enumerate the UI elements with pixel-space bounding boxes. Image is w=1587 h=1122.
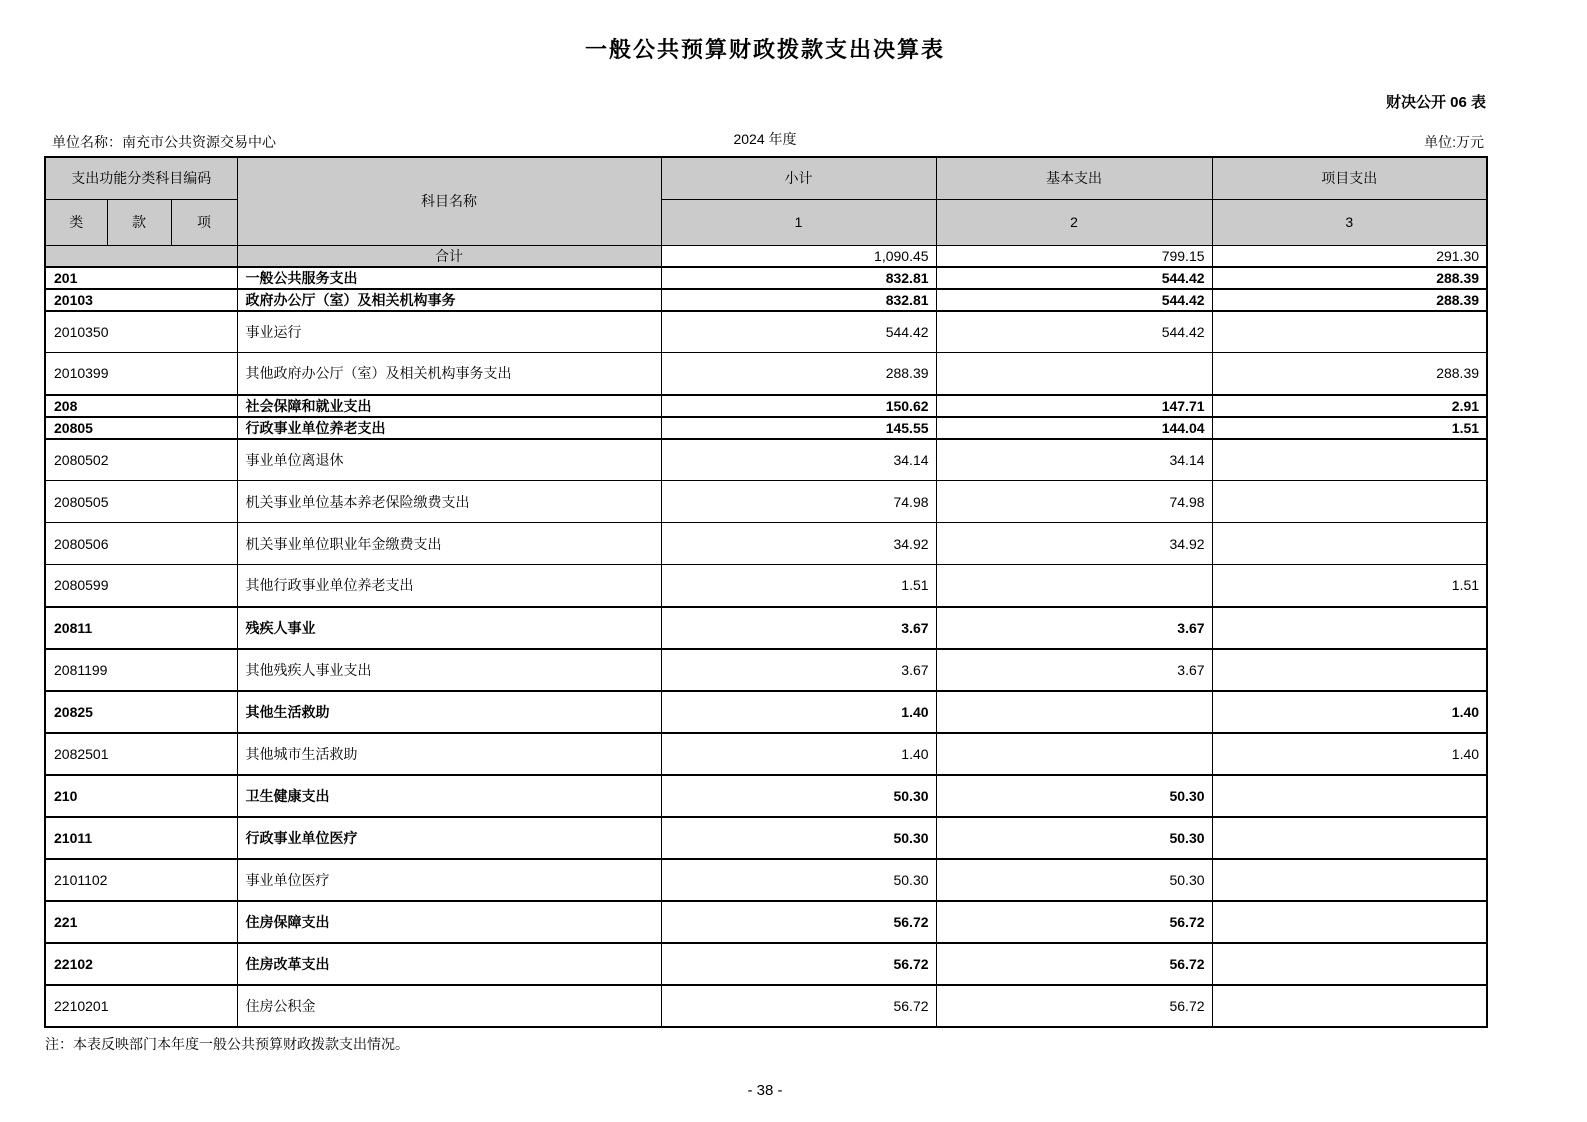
project-cell <box>1212 649 1487 691</box>
header-code-section: 款 <box>107 199 171 245</box>
subject-cell: 政府办公厅（室）及相关机构事务 <box>237 289 661 311</box>
code-cell: 20103 <box>45 289 237 311</box>
basic-cell: 50.30 <box>936 859 1212 901</box>
subtotal-cell: 832.81 <box>661 289 936 311</box>
code-cell: 221 <box>45 901 237 943</box>
basic-cell: 3.67 <box>936 649 1212 691</box>
subtotal-cell: 544.42 <box>661 311 936 353</box>
subtotal-cell: 832.81 <box>661 267 936 289</box>
subject-cell: 社会保障和就业支出 <box>237 395 661 417</box>
header-col-project: 项目支出 <box>1212 157 1487 199</box>
basic-cell <box>936 353 1212 395</box>
code-cell: 2080599 <box>45 565 237 607</box>
total-code-cell <box>45 245 237 267</box>
table-row <box>45 649 1487 691</box>
page-number: - 38 - <box>747 1082 783 1099</box>
table-row <box>45 267 1487 289</box>
total-row <box>45 245 1487 267</box>
table-row <box>45 353 1487 395</box>
subtotal-cell: 1.40 <box>661 733 936 775</box>
project-cell <box>1212 311 1487 353</box>
table-row <box>45 859 1487 901</box>
project-cell <box>1212 901 1487 943</box>
table-header <box>45 157 1487 245</box>
basic-cell: 56.72 <box>936 985 1212 1027</box>
table-row <box>45 733 1487 775</box>
subtotal-cell: 3.67 <box>661 607 936 649</box>
basic-cell: 56.72 <box>936 943 1212 985</box>
basic-cell: 147.71 <box>936 395 1212 417</box>
subject-cell: 事业运行 <box>237 311 661 353</box>
code-cell: 2210201 <box>45 985 237 1027</box>
basic-cell: 544.42 <box>936 311 1212 353</box>
code-cell: 22102 <box>45 943 237 985</box>
meta-row <box>44 130 1486 152</box>
subtotal-cell: 145.55 <box>661 417 936 439</box>
subject-cell: 住房保障支出 <box>237 901 661 943</box>
doc-number-label: 财决公开 06 表 <box>1385 94 1486 111</box>
project-cell: 288.39 <box>1212 289 1487 311</box>
table-row <box>45 817 1487 859</box>
table-row <box>45 395 1487 417</box>
code-cell: 2101102 <box>45 859 237 901</box>
header-col-subtotal: 小计 <box>661 157 936 199</box>
code-cell: 2080502 <box>45 439 237 481</box>
subject-cell: 机关事业单位基本养老保险缴费支出 <box>237 481 661 523</box>
code-cell: 20805 <box>45 417 237 439</box>
code-cell: 20825 <box>45 691 237 733</box>
header-subject: 科目名称 <box>237 157 661 245</box>
code-cell: 2080505 <box>45 481 237 523</box>
project-cell <box>1212 607 1487 649</box>
header-index-3: 3 <box>1212 199 1487 245</box>
table-row <box>45 943 1487 985</box>
project-cell <box>1212 481 1487 523</box>
code-cell: 2081199 <box>45 649 237 691</box>
table-row <box>45 607 1487 649</box>
project-cell <box>1212 985 1487 1027</box>
subject-cell: 行政事业单位养老支出 <box>237 417 661 439</box>
subject-cell: 卫生健康支出 <box>237 775 661 817</box>
subtotal-cell: 1.40 <box>661 691 936 733</box>
unit-of-measure-label: 单位:万元 <box>1424 134 1484 150</box>
unit-name-label: 单位名称：南充市公共资源交易中心 <box>52 134 276 150</box>
basic-cell: 544.42 <box>936 267 1212 289</box>
header-index-1: 1 <box>661 199 936 245</box>
subtotal-cell: 3.67 <box>661 649 936 691</box>
subject-cell: 住房公积金 <box>237 985 661 1027</box>
code-cell: 2010350 <box>45 311 237 353</box>
subject-cell: 其他生活救助 <box>237 691 661 733</box>
project-cell <box>1212 859 1487 901</box>
subject-cell: 其他城市生活救助 <box>237 733 661 775</box>
subtotal-cell: 56.72 <box>661 901 936 943</box>
project-cell: 1.51 <box>1212 565 1487 607</box>
code-cell: 20811 <box>45 607 237 649</box>
basic-cell <box>936 733 1212 775</box>
table-row <box>45 523 1487 565</box>
code-cell: 21011 <box>45 817 237 859</box>
project-cell: 1.40 <box>1212 733 1487 775</box>
subject-cell: 行政事业单位医疗 <box>237 817 661 859</box>
table-row <box>45 775 1487 817</box>
subtotal-cell: 150.62 <box>661 395 936 417</box>
subject-cell: 一般公共服务支出 <box>237 267 661 289</box>
table-row <box>45 565 1487 607</box>
table-row <box>45 311 1487 353</box>
table-row <box>45 985 1487 1027</box>
subtotal-cell: 56.72 <box>661 943 936 985</box>
header-code-group: 支出功能分类科目编码 <box>45 157 237 199</box>
project-cell: 1.40 <box>1212 691 1487 733</box>
code-cell: 201 <box>45 267 237 289</box>
basic-cell: 34.92 <box>936 523 1212 565</box>
table-body <box>45 245 1487 1027</box>
code-cell: 2080506 <box>45 523 237 565</box>
subject-cell: 其他政府办公厅（室）及相关机构事务支出 <box>237 353 661 395</box>
subject-cell: 机关事业单位职业年金缴费支出 <box>237 523 661 565</box>
project-cell <box>1212 775 1487 817</box>
subtotal-cell: 50.30 <box>661 817 936 859</box>
basic-cell: 50.30 <box>936 817 1212 859</box>
subject-cell: 其他行政事业单位养老支出 <box>237 565 661 607</box>
total-subtotal-cell: 1,090.45 <box>661 245 936 267</box>
header-code-class: 类 <box>45 199 107 245</box>
header-index-2: 2 <box>936 199 1212 245</box>
total-project-cell: 291.30 <box>1212 245 1487 267</box>
subtotal-cell: 1.51 <box>661 565 936 607</box>
subject-cell: 住房改革支出 <box>237 943 661 985</box>
basic-cell: 544.42 <box>936 289 1212 311</box>
project-cell: 1.51 <box>1212 417 1487 439</box>
project-cell <box>1212 817 1487 859</box>
fiscal-year-label: 2024 年度 <box>733 131 797 147</box>
code-cell: 208 <box>45 395 237 417</box>
total-basic-cell: 799.15 <box>936 245 1212 267</box>
code-cell: 210 <box>45 775 237 817</box>
subtotal-cell: 288.39 <box>661 353 936 395</box>
basic-cell: 34.14 <box>936 439 1212 481</box>
basic-cell: 144.04 <box>936 417 1212 439</box>
table-row <box>45 691 1487 733</box>
table-note: 注：本表反映部门本年度一般公共预算财政拨款支出情况。 <box>45 1035 409 1052</box>
table-row <box>45 481 1487 523</box>
subtotal-cell: 56.72 <box>661 985 936 1027</box>
subtotal-cell: 34.92 <box>661 523 936 565</box>
basic-cell <box>936 565 1212 607</box>
page-title: 一般公共预算财政拨款支出决算表 <box>584 37 945 62</box>
table-row <box>45 417 1487 439</box>
subtotal-cell: 50.30 <box>661 775 936 817</box>
header-col-basic: 基本支出 <box>936 157 1212 199</box>
project-cell: 2.91 <box>1212 395 1487 417</box>
subject-cell: 事业单位医疗 <box>237 859 661 901</box>
document-content <box>44 0 1486 1054</box>
subtotal-cell: 34.14 <box>661 439 936 481</box>
table-row <box>45 439 1487 481</box>
project-cell: 288.39 <box>1212 353 1487 395</box>
project-cell: 288.39 <box>1212 267 1487 289</box>
subtotal-cell: 74.98 <box>661 481 936 523</box>
subject-cell: 残疾人事业 <box>237 607 661 649</box>
header-code-item: 项 <box>171 199 237 245</box>
budget-table <box>44 156 1488 1028</box>
basic-cell: 74.98 <box>936 481 1212 523</box>
code-cell: 2010399 <box>45 353 237 395</box>
subtotal-cell: 50.30 <box>661 859 936 901</box>
project-cell <box>1212 523 1487 565</box>
basic-cell <box>936 691 1212 733</box>
subject-cell: 其他残疾人事业支出 <box>237 649 661 691</box>
subject-cell: 事业单位离退休 <box>237 439 661 481</box>
table-row <box>45 289 1487 311</box>
project-cell <box>1212 439 1487 481</box>
project-cell <box>1212 943 1487 985</box>
total-label-cell: 合计 <box>237 245 661 267</box>
basic-cell: 3.67 <box>936 607 1212 649</box>
basic-cell: 56.72 <box>936 901 1212 943</box>
table-row <box>45 901 1487 943</box>
code-cell: 2082501 <box>45 733 237 775</box>
basic-cell: 50.30 <box>936 775 1212 817</box>
